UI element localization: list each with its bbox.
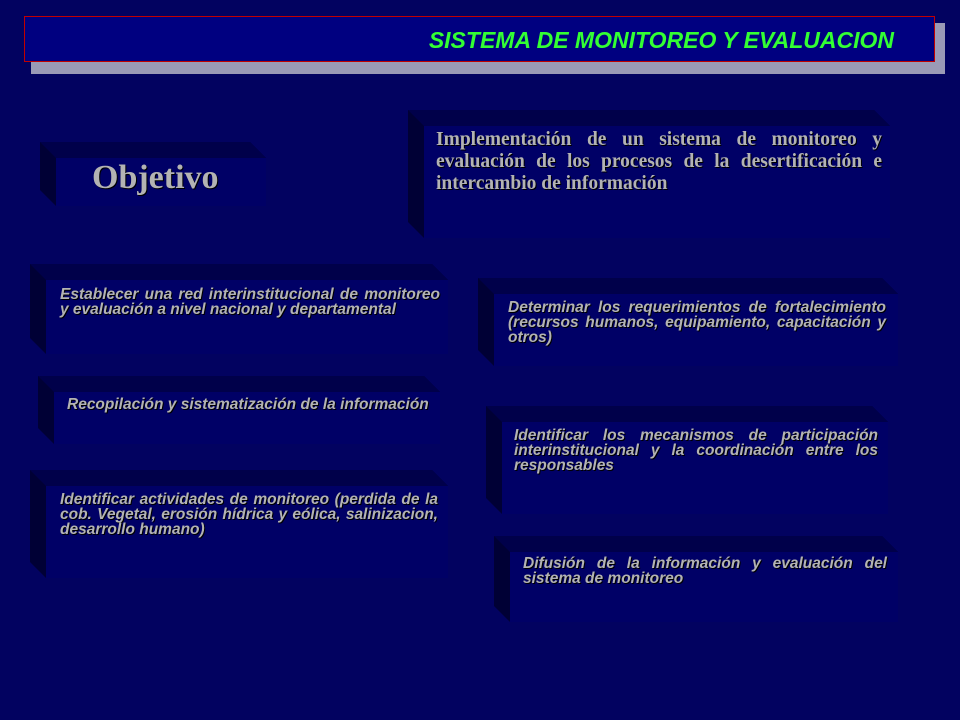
left-item-text-1: Establecer una red interinstitucional de monitoreo y evaluación a nivel nacional y departamental <box>60 286 440 318</box>
left-item-box-3 <box>30 470 448 578</box>
left-item-text-2: Recopilación y sistematización de la información <box>67 396 429 413</box>
objective-label: Objetivo <box>92 159 219 196</box>
right-item-box-2 <box>486 406 888 514</box>
title-banner <box>24 16 935 62</box>
right-item-text-2: Identificar los mecanismos de participación interinstitucional y la coordinación entre los responsables <box>514 427 878 474</box>
page-title: SISTEMA DE MONITOREO Y EVALUACION <box>428 27 894 53</box>
left-item-box-1 <box>30 264 448 354</box>
right-item-box-3 <box>494 536 898 622</box>
objective-text: Implementación de un sistema de monitoreo y evaluación de los procesos de la desertificación e intercambio de información <box>436 129 882 194</box>
objective-label-box <box>40 142 266 206</box>
left-item-text-3: Identificar actividades de monitoreo (perdida de la cob. Vegetal, erosión hídrica y eólica, salinizacion, desarrollo humano) <box>60 491 438 538</box>
right-item-box-1 <box>478 278 898 366</box>
right-item-text-1: Determinar los requerimientos de fortalecimiento (recursos humanos, equipamiento, capacitación y otros) <box>508 299 886 346</box>
objective-text-box <box>408 110 890 238</box>
right-item-text-3: Difusión de la información y evaluación del sistema de monitoreo <box>523 555 887 587</box>
left-item-box-2 <box>38 376 440 444</box>
